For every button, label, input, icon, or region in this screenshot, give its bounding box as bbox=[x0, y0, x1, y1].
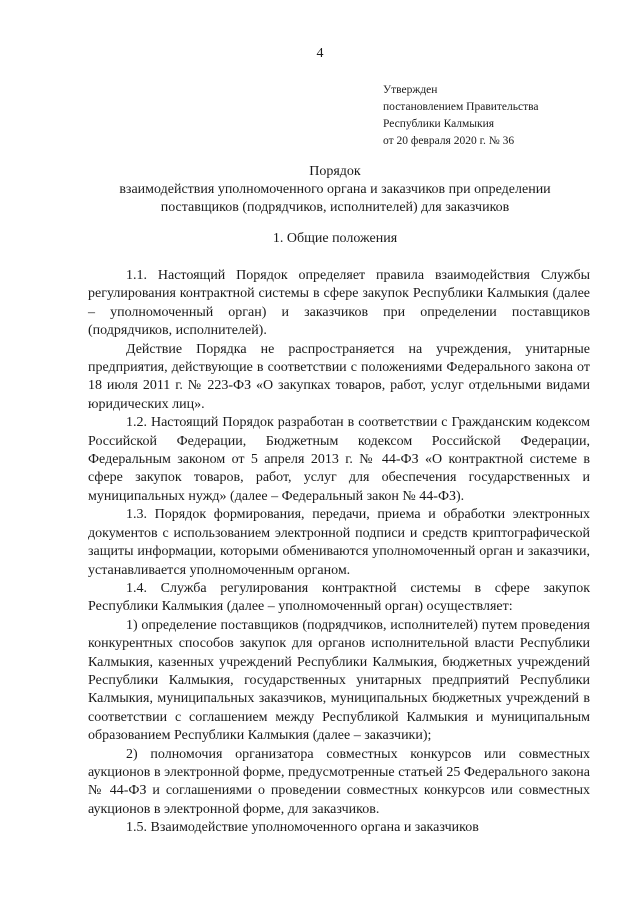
approval-stamp bbox=[383, 82, 623, 150]
paragraph: 1.3. Порядок формирования, передачи, приема и обработки электронных документов с использованием электронной подписи и средств криптографической защиты информации, которыми обмениваются уполномоченный орган и заказчики, устанавливается уполномоченным органом. bbox=[88, 507, 590, 578]
paragraph: 1.2. Настоящий Порядок разработан в соответствии с Гражданским кодексом Российской Федерации, Бюджетным кодексом Российской Федерации, Федеральным законом от 5 апреля 2013 г. № 44-ФЗ «О контрактной системе в сфере закупок товаров, работ, услуг для обеспечения государственных и муниципальных нужд» (далее – Федеральный закон № 44-ФЗ). bbox=[88, 415, 590, 504]
title-line: поставщиков (подрядчиков, исполнителей) для заказчиков bbox=[160, 200, 510, 215]
title-line: взаимодействия уполномоченного органа и заказчиков при определении bbox=[119, 182, 551, 197]
approval-line: Утвержден bbox=[383, 84, 438, 96]
title-line: Порядок bbox=[309, 164, 361, 179]
paragraph: Действие Порядка не распространяется на учреждения, унитарные предприятия, действующие в соответствии с положениями Федерального закона от 18 июля 2011 г. № 223-ФЗ «О закупках товаров, работ, услуг отдельными видами юридических лиц». bbox=[88, 341, 590, 412]
paragraph: 1.4. Служба регулирования контрактной системы в сфере закупок Республики Калмыкия (далее – уполномоченный орган) осуществляет: bbox=[88, 580, 590, 615]
approval-line: постановлением Правительства bbox=[383, 101, 539, 113]
paragraph: 1.5. Взаимодействие уполномоченного органа и заказчиков bbox=[126, 820, 479, 836]
approval-line: от 20 февраля 2020 г. № 36 bbox=[383, 135, 515, 147]
paragraph: 2) полномочия организатора совместных конкурсов или совместных аукционов в электронной форме, предусмотренные статьей 25 Федерального закона № 44-ФЗ и соглашениями о проведении совместных конкурсов или совместных аукционов в электронной форме, для заказчиков. bbox=[88, 746, 590, 817]
document-title bbox=[95, 163, 575, 217]
section-heading: 1. Общие положения bbox=[272, 231, 398, 246]
paragraph: 1) определение поставщиков (подрядчиков, исполнителей) путем проведения конкурентных способов закупок для органов исполнительной власти Республики Калмыкия, казенных учреждений Республики Калмыкия, бюджетных учреждений Республики Калмыкия, государственных унитарных предприятий Республики Калмыкия, муниципальных заказчиков, муниципальных бюджетных учреждений в соответствии с соглашением между Республикой Калмыкия и муниципальным образованием Республики Калмыкия (далее – заказчики); bbox=[88, 617, 590, 744]
page-number: 4 bbox=[316, 46, 324, 61]
approval-line: Республики Калмыкия bbox=[383, 118, 495, 130]
paragraph: 1.1. Настоящий Порядок определяет правила взаимодействия Службы регулирования контрактной системы в сфере закупок Республики Калмыкия (далее – уполномоченный орган) и заказчиков при определении поставщиков (подрядчиков, исполнителей). bbox=[88, 268, 590, 339]
document-body bbox=[88, 267, 590, 838]
